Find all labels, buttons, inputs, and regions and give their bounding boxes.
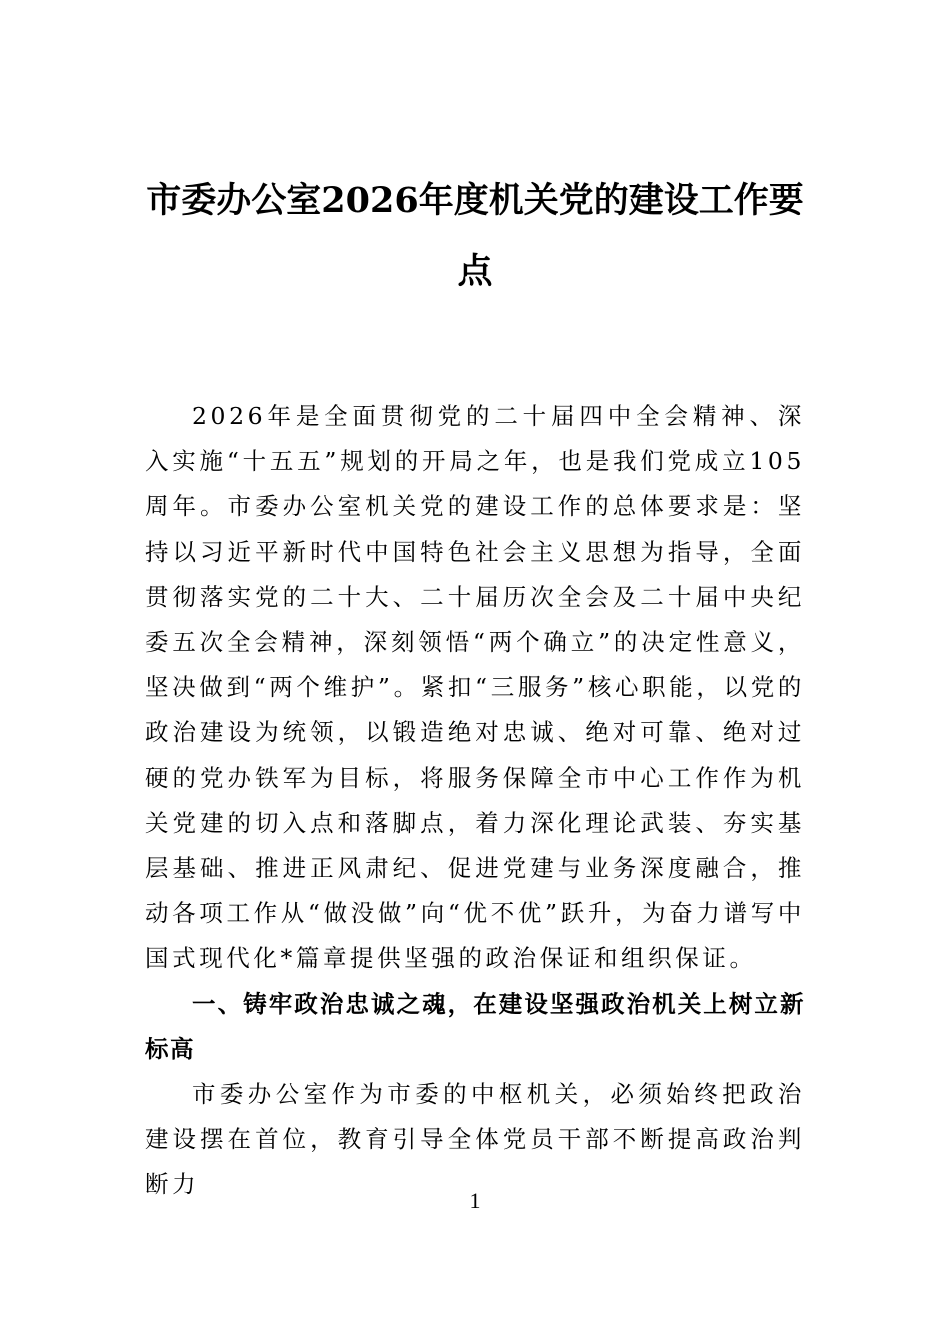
intro-paragraph: 2026年是全面贯彻党的二十届四中全会精神、深入实施“十五五”规划的开局之年，也是我们党成立105周年。市委办公室机关党的建设工作的总体要求是：坚持以习近平新时代中国特色社会主义思想为指导，全面贯彻落实党的二十大、二十届历次全会及二十届中央纪委五次全会精神，深刻领悟“两个确立”的决定性意义，坚决做到“两个维护”。紧扣“三服务”核心职能，以党的政治建设为统领，以锻造绝对忠诚、绝对可靠、绝对过硬的党办铁军为目标，将服务保障全市中心工作作为机关党建的切入点和落脚点，着力深化理论武装、夯实基层基础、推进正风肃纪、促进党建与业务深度融合，推动各项工作从“做没做”向“优不优”跃升，为奋力谱写中国式现代化*篇章提供坚强的政治保证和组织保证。 [145, 402, 805, 973]
page-number: 1 [469, 1188, 481, 1213]
document-body [145, 394, 805, 1208]
section-heading-1: 一、铸牢政治忠诚之魂，在建设坚强政治机关上树立新标高 [145, 989, 805, 1063]
document-title: 市委办公室2026年度机关党的建设工作要点 [146, 180, 804, 292]
section-1-paragraph: 市委办公室作为市委的中枢机关，必须始终把政治建设摆在首位，教育引导全体党员干部不断提高政治判断力 [145, 1080, 805, 1199]
